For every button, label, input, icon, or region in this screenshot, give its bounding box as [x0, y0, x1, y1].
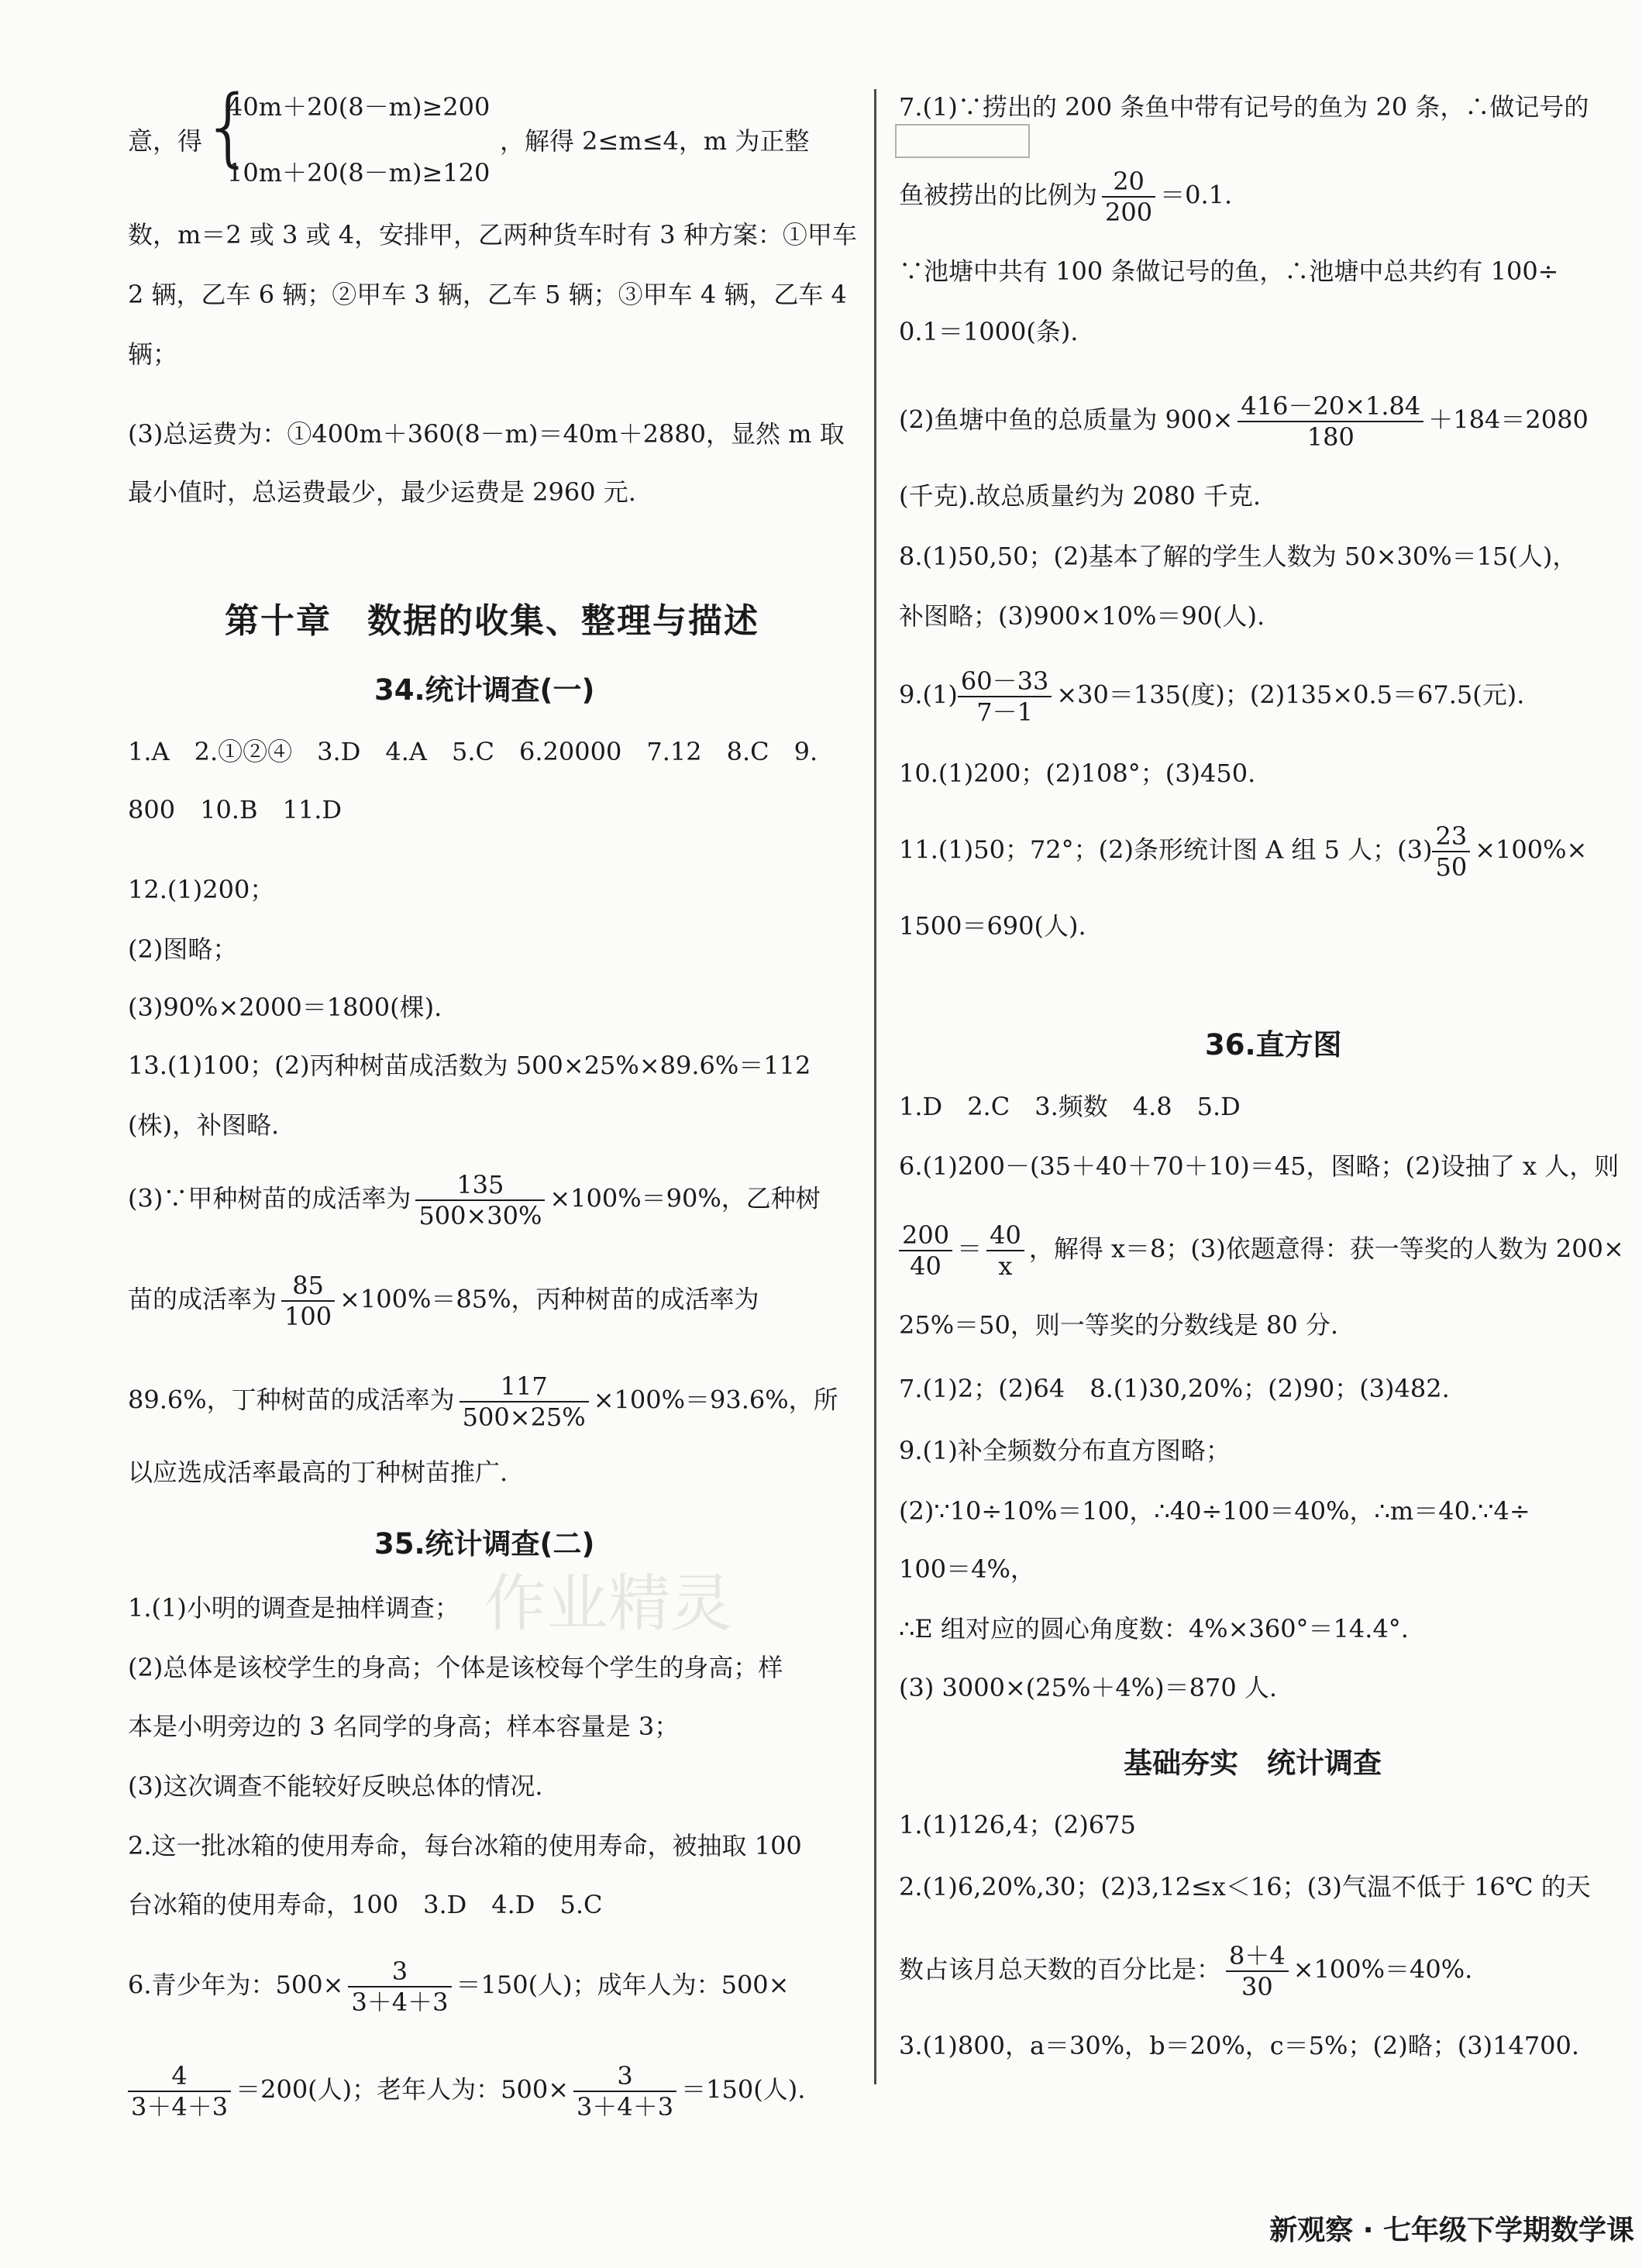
- brace: {: [201, 77, 256, 176]
- fraction: $\frac{20}{200}$: [1102, 167, 1155, 227]
- answer-line: ∵池塘中共有 100 条做记号的鱼，∴池塘中总共约有 100÷: [899, 256, 1559, 286]
- formula-line: 数占该月总天数的百分比是： $\frac{8+4}{30}$ ×100%＝40%.: [899, 1941, 1473, 2001]
- formula-line: 9.(1) $\frac{60-33}{7-1}$ ×30＝135(度)；(2)135×0.5＝67.5(元).: [899, 666, 1525, 727]
- formula-line: 苗的成活率为 $\frac{85}{100}$ ×100%＝85%，丙种树苗的成活率为: [128, 1271, 759, 1331]
- text-line: 数，m＝2 或 3 或 4，安排甲，乙两种货车时有 3 种方案：①甲车: [128, 220, 857, 250]
- text-line: 辆；: [128, 339, 178, 369]
- answer-line: (2)图略；: [128, 934, 238, 964]
- text-line: 最小值时，总运费最少，最少运费是 2960 元.: [128, 477, 636, 507]
- fraction: $\frac{117}{500\times 25\%}$: [460, 1371, 589, 1432]
- answer-line: 1.D 2.C 3.频数 4.8 5.D: [899, 1092, 1241, 1121]
- fraction: $\frac{23}{50}$: [1432, 821, 1470, 882]
- watermark: 作业精灵: [484, 1568, 732, 1640]
- system-eq2: 10m＋20(8－m)≥120: [227, 158, 491, 188]
- answer-line: 补图略；(3)900×10%＝90(人).: [899, 601, 1265, 631]
- fraction: $\frac{85}{100}$: [281, 1271, 335, 1331]
- answer-line: (3) 3000×(25%＋4%)＝870 人.: [899, 1673, 1278, 1702]
- answer-line: 2.这一批冰箱的使用寿命，每台冰箱的使用寿命，被抽取 100: [128, 1831, 802, 1860]
- answer-line: 2.(1)6,20%,30；(2)3,12≤x＜16；(3)气温不低于 16℃ 的天: [899, 1872, 1591, 1901]
- formula-line: (2)鱼塘中鱼的总质量为 900× $\frac{416-20\times 1.84}{180}$ ＋184＝2080: [899, 391, 1589, 452]
- answer-line: (千克).故总质量约为 2080 千克.: [899, 481, 1262, 511]
- fraction: $\frac{416-20\times 1.84}{180}$: [1238, 391, 1423, 452]
- fraction: $\frac{60-33}{7-1}$: [958, 666, 1052, 727]
- answer-line: 台冰箱的使用寿命，100 3.D 4.D 5.C: [128, 1890, 603, 1919]
- fraction: $\frac{3}{3+4+3}$: [573, 2061, 676, 2122]
- answer-line: 6.(1)200－(35＋40＋70＋10)＝45，图略；(2)设抽了 x 人，则: [899, 1151, 1620, 1181]
- answer-line: (3)这次调查不能较好反映总体的情况.: [128, 1771, 543, 1801]
- answer-line: 8.(1)50,50；(2)基本了解的学生人数为 50×30%＝15(人)，: [899, 542, 1578, 571]
- system-eq1: 40m＋20(8－m)≥200: [227, 92, 491, 122]
- system-prefix: 意，得: [128, 126, 203, 156]
- section-title-basic: 基础夯实 统计调查: [1124, 1747, 1382, 1780]
- fraction: $\frac{8+4}{30}$: [1226, 1941, 1289, 2001]
- answer-line: 9.(1)补全频数分布直方图略；: [899, 1436, 1231, 1465]
- text-line: (3)总运费为：①400m＋360(8－m)＝40m＋2880，显然 m 取: [128, 419, 845, 449]
- formula-line: 6.青少年为：500× $\frac{3}{3+4+3}$ ＝150(人)；成年人为：500×: [128, 1957, 790, 2017]
- fraction: $\frac{135}{500\times 30\%}$: [415, 1170, 545, 1230]
- answer-line: 1.A 2.①②④ 3.D 4.A 5.C 6.20000 7.12 8.C 9.: [128, 737, 818, 766]
- column-divider: [874, 89, 876, 2084]
- answer-line: 100＝4%，: [899, 1554, 1035, 1584]
- answer-line: 12.(1)200；: [128, 875, 275, 904]
- answer-line: 1.(1)小明的调查是抽样调查；: [128, 1593, 460, 1623]
- answer-line: 本是小明旁边的 3 名同学的身高；样本容量是 3；: [128, 1712, 680, 1741]
- formula-line: 89.6%，丁种树苗的成活率为 $\frac{117}{500\times 25\%}$ ×100%＝93.6%，所: [128, 1371, 838, 1432]
- formula-line: (3)∵甲种树苗的成活率为 $\frac{135}{500\times 30\%}$ ×100%＝90%，乙种树: [128, 1170, 821, 1230]
- formula-line: $\frac{4}{3+4+3}$ ＝200(人)；老年人为：500× $\frac{3}{3+4+3}$ ＝150(人).: [128, 2061, 805, 2122]
- text-line: 2 辆，乙车 6 辆；②甲车 3 辆，乙车 5 辆；③甲车 4 辆，乙车 4: [128, 280, 847, 309]
- answer-line: (2)总体是该校学生的身高；个体是该校每个学生的身高；样: [128, 1653, 783, 1682]
- answer-line: 0.1＝1000(条).: [899, 317, 1079, 346]
- chapter-title: 第十章 数据的收集、整理与描述: [225, 601, 759, 641]
- answer-line: 7.(1)2；(2)64 8.(1)30,20%；(2)90；(3)482.: [899, 1374, 1450, 1403]
- answer-line: (株)，补图略.: [128, 1110, 280, 1140]
- answer-line: 1500＝690(人).: [899, 911, 1086, 941]
- answer-line: (2)∵10÷10%＝100，∴40÷100＝40%，∴m＝40.∵4÷: [899, 1496, 1530, 1526]
- answer-line: 25%＝50，则一等奖的分数线是 80 分.: [899, 1310, 1339, 1340]
- answer-line: 3.(1)800，a＝30%，b＝20%，c＝5%；(2)略；(3)14700.: [899, 2031, 1580, 2060]
- formula-line: 11.(1)50；72°；(2)条形统计图 A 组 5 人；(3) $\frac{23}{50}$ ×100%×: [899, 821, 1588, 882]
- answer-line: (3)90%×2000＝1800(棵).: [128, 993, 442, 1022]
- answer-line: 7.(1)∵捞出的 200 条鱼中带有记号的鱼为 20 条，∴做记号的: [899, 92, 1589, 122]
- fraction: $\frac{3}{3+4+3}$: [348, 1957, 451, 2017]
- system-suffix: ，解得 2≤m≤4，m 为正整: [500, 126, 810, 156]
- answer-line: 1.(1)126,4；(2)675: [899, 1810, 1136, 1840]
- fraction: $\frac{40}{x}$: [986, 1220, 1024, 1281]
- answer-line: 10.(1)200；(2)108°；(3)450.: [899, 759, 1256, 788]
- answer-line: 以应选成活率最高的丁种树苗推广.: [128, 1458, 508, 1487]
- section-title-35: 35.统计调查(二): [374, 1527, 595, 1561]
- fraction: $\frac{4}{3+4+3}$: [128, 2061, 231, 2122]
- section-title-36: 36.直方图: [1205, 1028, 1342, 1062]
- formula-line: $\frac{200}{40}$ ＝ $\frac{40}{x}$ ，解得 x＝8；(3)依题意得：获一等奖的人数为 200×: [899, 1220, 1624, 1281]
- answer-line: ∴E 组对应的圆心角度数：4%×360°＝14.4°.: [899, 1614, 1409, 1643]
- fraction: $\frac{200}{40}$: [899, 1220, 952, 1281]
- formula-line: 鱼被捞出的比例为 $\frac{20}{200}$ ＝0.1.: [899, 167, 1233, 227]
- stamp: [895, 124, 1030, 158]
- answer-line: 13.(1)100；(2)丙种树苗成活数为 500×25%×89.6%＝112: [128, 1051, 811, 1080]
- answer-line: 800 10.B 11.D: [128, 795, 343, 824]
- section-title-34: 34.统计调查(一): [374, 673, 595, 707]
- page-footer: 新观察 · 七年级下学期数学课: [1269, 2215, 1634, 2246]
